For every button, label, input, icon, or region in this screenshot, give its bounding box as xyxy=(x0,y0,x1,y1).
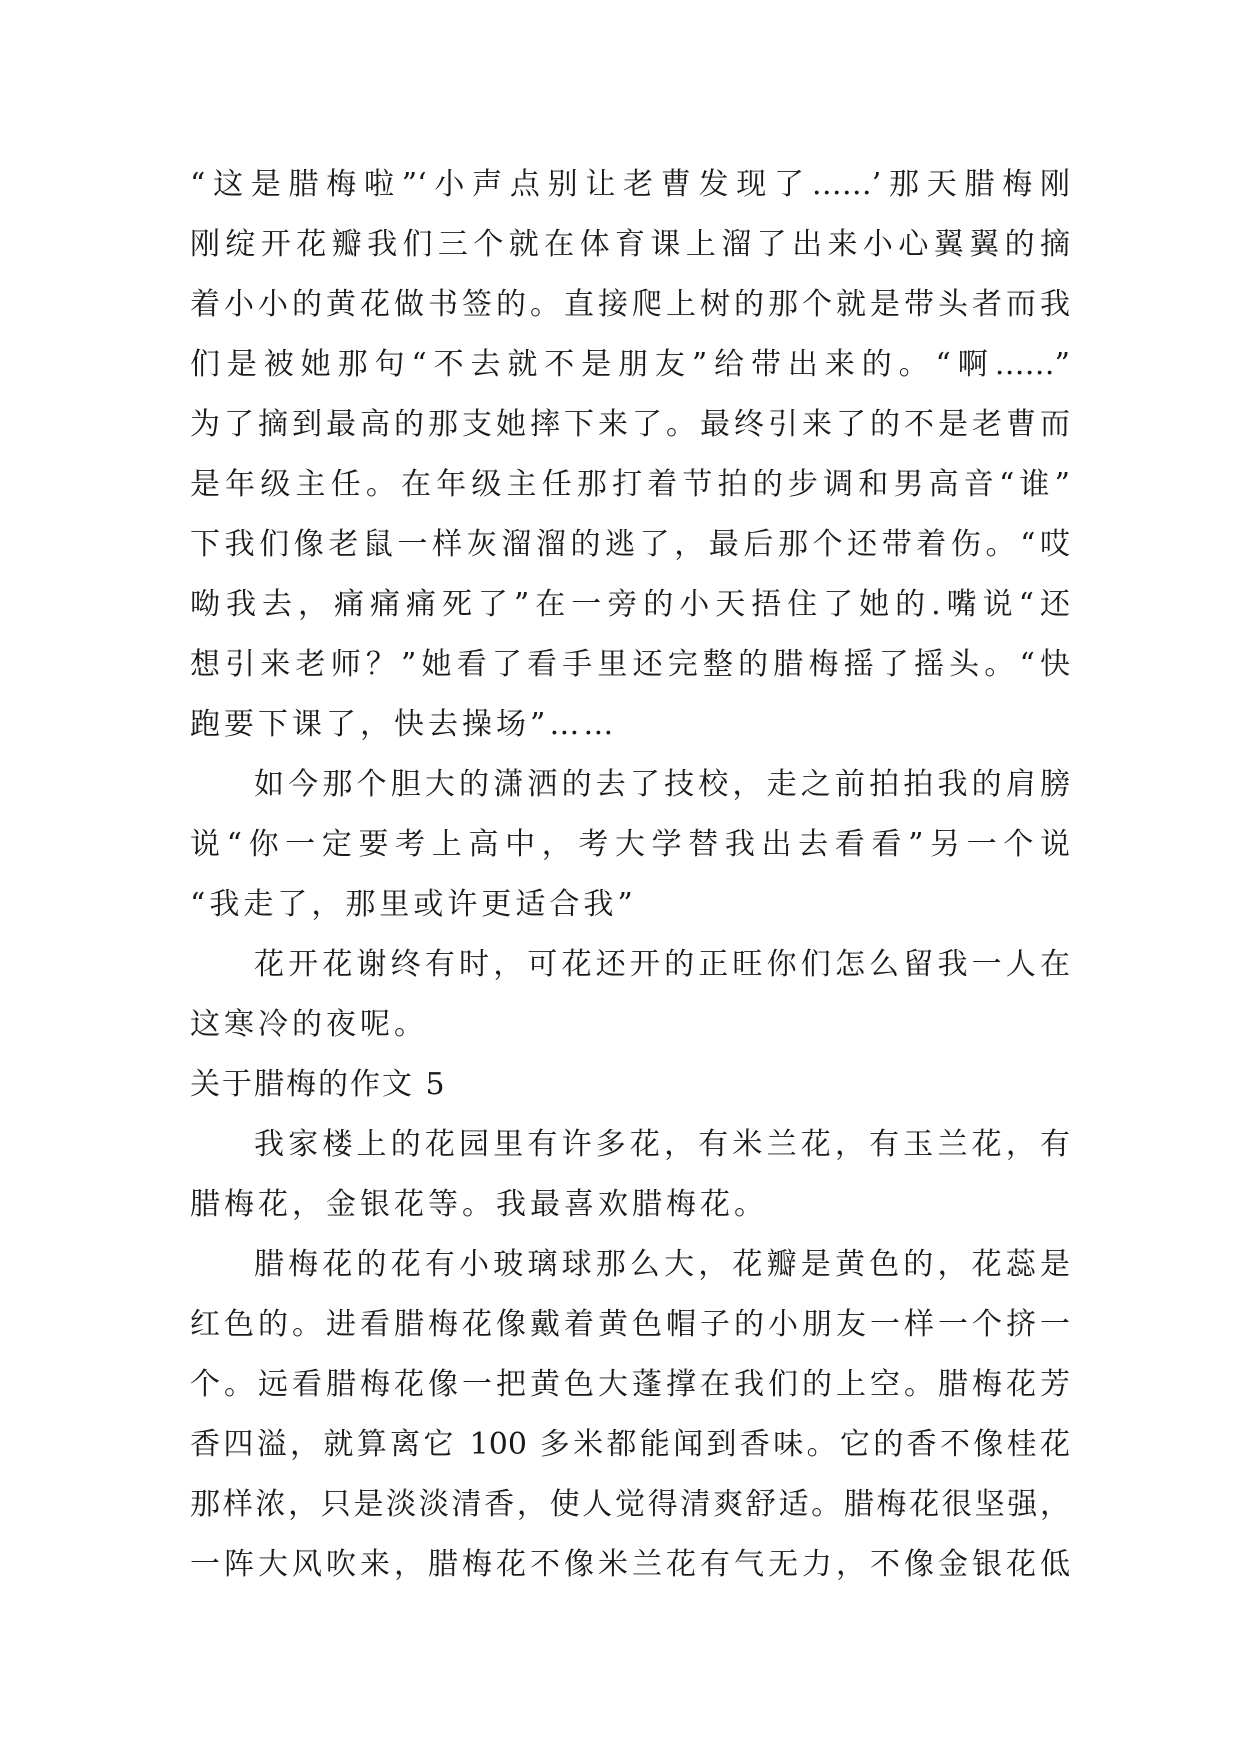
paragraph-first-line: 花开花谢终有时，可花还开的正旺你们怎么留我一人在 xyxy=(254,947,1070,982)
text-line: 香四溢，就算离它 100 多米都能闻到香味。它的香不像桂花 xyxy=(190,1427,1070,1462)
text-line: 个。远看腊梅花像一把黄色大蓬撑在我们的上空。腊梅花芳 xyxy=(190,1367,1070,1402)
text-line: 想引来老师？”她看了看手里还完整的腊梅摇了摇头。“快 xyxy=(190,647,1070,682)
text-line: 下我们像老鼠一样灰溜溜的逃了，最后那个还带着伤。“哎 xyxy=(190,527,1070,562)
text-line: 说“你一定要考上高中，考大学替我出去看看”另一个说 xyxy=(190,827,1070,862)
text-line: 红色的。进看腊梅花像戴着黄色帽子的小朋友一样一个挤一 xyxy=(190,1307,1070,1342)
paragraph-first-line: 腊梅花的花有小玻璃球那么大，花瓣是黄色的，花蕊是 xyxy=(254,1247,1070,1282)
text-line: 们是被她那句“不去就不是朋友”给带出来的。“啊……” xyxy=(190,347,1070,382)
paragraph-first-line: 我家楼上的花园里有许多花，有米兰花，有玉兰花，有 xyxy=(254,1127,1070,1162)
text-line: 腊梅花，金银花等。我最喜欢腊梅花。 xyxy=(190,1187,768,1222)
paragraph-first-line: 如今那个胆大的潇洒的去了技校，走之前拍拍我的肩膀 xyxy=(254,767,1070,802)
text-line: 一阵大风吹来，腊梅花不像米兰花有气无力，不像金银花低 xyxy=(190,1547,1070,1582)
text-line: 呦我去，痛痛痛死了”在一旁的小天捂住了她的.嘴说“还 xyxy=(190,587,1070,622)
text-line: 是年级主任。在年级主任那打着节拍的步调和男高音“谁” xyxy=(190,467,1070,502)
text-line: 为了摘到最高的那支她摔下来了。最终引来了的不是老曹而 xyxy=(190,407,1070,442)
section-heading: 关于腊梅的作文 5 xyxy=(190,1067,447,1102)
text-line: 这寒冷的夜呢。 xyxy=(190,1007,428,1042)
text-line: 那样浓，只是淡淡清香，使人觉得清爽舒适。腊梅花很坚强， xyxy=(190,1487,1070,1522)
text-line: 着小小的黄花做书签的。直接爬上树的那个就是带头者而我 xyxy=(190,287,1070,322)
text-line: “这是腊梅啦”‘小声点别让老曹发现了……’那天腊梅刚 xyxy=(190,167,1070,202)
text-line: “我走了，那里或许更适合我” xyxy=(190,887,637,922)
text-line: 刚绽开花瓣我们三个就在体育课上溜了出来小心翼翼的摘 xyxy=(190,227,1070,262)
text-line: 跑要下课了，快去操场”…… xyxy=(190,707,618,742)
